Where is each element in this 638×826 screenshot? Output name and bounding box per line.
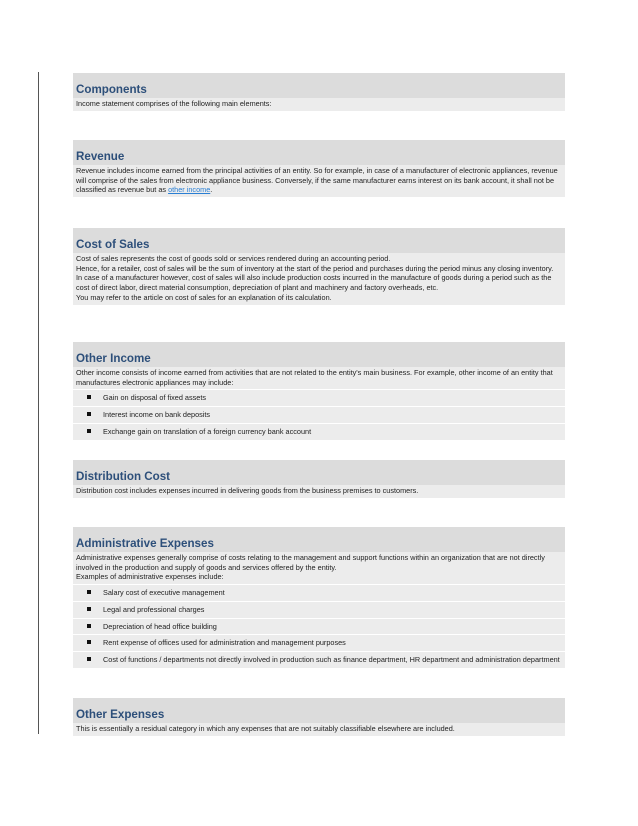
bullet-square-icon	[87, 590, 91, 594]
section-body	[73, 485, 565, 498]
section-line: Hence, for a retailer, cost of sales will be the sum of inventory at the start of the period and purchases during the period minus any closing inventory.	[76, 263, 554, 273]
list-item-text: Salary cost of executive management	[103, 588, 225, 598]
section-header	[73, 342, 565, 367]
list-item	[73, 601, 565, 618]
section-administrative-expenses	[73, 527, 565, 668]
bullet-square-icon	[87, 640, 91, 644]
section-title: Cost of Sales	[76, 238, 150, 251]
section-text: Distribution cost includes expenses incurred in delivering goods from the business premises to customers.	[76, 486, 419, 495]
section-other-expenses	[73, 698, 565, 736]
other-income-link[interactable]: other income	[168, 185, 211, 195]
list-item-text: Interest income on bank deposits	[103, 410, 211, 420]
section-line: Cost of sales represents the cost of goods sold or services rendered during an accounting period.	[76, 254, 391, 263]
bullet-list	[73, 584, 565, 668]
list-item	[73, 406, 565, 423]
list-item-text: Legal and professional charges	[103, 604, 205, 614]
section-other-income	[73, 342, 565, 440]
section-revenue	[73, 140, 565, 197]
section-body	[73, 98, 565, 111]
section-header	[73, 73, 565, 98]
bullet-square-icon	[87, 624, 91, 628]
section-title: Revenue	[76, 150, 125, 163]
section-header	[73, 140, 565, 165]
section-header	[73, 460, 565, 485]
section-text: Income statement comprises of the following main elements:	[76, 99, 272, 108]
page-margin-rule	[38, 72, 39, 734]
section-body	[73, 253, 565, 305]
section-line: You may refer to the article on cost of sales for an explanation of its calculation.	[76, 292, 332, 302]
revenue-text: Revenue includes income earned from the principal activities of an entity. So for example, in case of a manufacturer of electronic appliances, revenue will comprise of the sales from electronic appliance business. Conversely, if the same manufacturer earns interest on its bank account, it shall not be classified as revenue but as	[76, 166, 558, 195]
bullet-square-icon	[87, 429, 91, 433]
bullet-square-icon	[87, 412, 91, 416]
list-item	[73, 423, 565, 440]
section-title: Other Expenses	[76, 708, 165, 721]
bullet-square-icon	[87, 607, 91, 611]
bullet-list	[73, 389, 565, 439]
bullet-square-icon	[87, 657, 91, 661]
section-header	[73, 527, 565, 552]
section-body	[73, 552, 565, 584]
list-item-text: Depreciation of head office building	[103, 621, 217, 631]
section-cost-of-sales	[73, 228, 565, 305]
section-components	[73, 73, 565, 111]
section-title: Components	[76, 83, 147, 96]
section-title: Administrative Expenses	[76, 537, 214, 550]
section-title: Distribution Cost	[76, 470, 171, 483]
list-item-text: Gain on disposal of fixed assets	[103, 393, 207, 403]
section-text	[76, 166, 562, 195]
section-line: In case of a manufacturer however, cost of sales will also include production costs incurred in the manufacture of goods during a period such as the cost of direct labor, direct material consumption, depreciation of plant and machinery and factory overheads, etc.	[76, 273, 552, 293]
list-item-text: Exchange gain on translation of a foreign currency bank account	[103, 426, 312, 436]
section-lead: Examples of administrative expenses include:	[76, 572, 224, 582]
list-item-text: Cost of functions / departments not directly involved in production such as finance department, HR department and administration department	[103, 654, 560, 664]
section-header	[73, 228, 565, 253]
section-header	[73, 698, 565, 723]
list-item	[73, 584, 565, 601]
list-item	[73, 389, 565, 406]
section-body	[73, 367, 565, 389]
section-text: Administrative expenses generally comprise of costs relating to the management and support functions within an organization that are not directly involved in the production and supply of goods and services offered by the entity.	[76, 553, 545, 572]
section-text: Other income consists of income earned from activities that are not related to the entity's main business. For example, other income of an entity that manufactures electronic appliances may include:	[76, 368, 553, 387]
list-item	[73, 618, 565, 635]
section-body	[73, 723, 565, 736]
list-item	[73, 634, 565, 651]
section-title: Other Income	[76, 352, 151, 365]
list-item-text: Rent expense of offices used for administration and management purposes	[103, 638, 346, 648]
section-text: This is essentially a residual category in which any expenses that are not suitably classifiable elsewhere are included.	[76, 724, 455, 733]
revenue-text-end: .	[210, 185, 213, 195]
section-distribution-cost	[73, 460, 565, 498]
list-item	[73, 651, 565, 668]
bullet-square-icon	[87, 395, 91, 399]
section-body	[73, 165, 565, 197]
